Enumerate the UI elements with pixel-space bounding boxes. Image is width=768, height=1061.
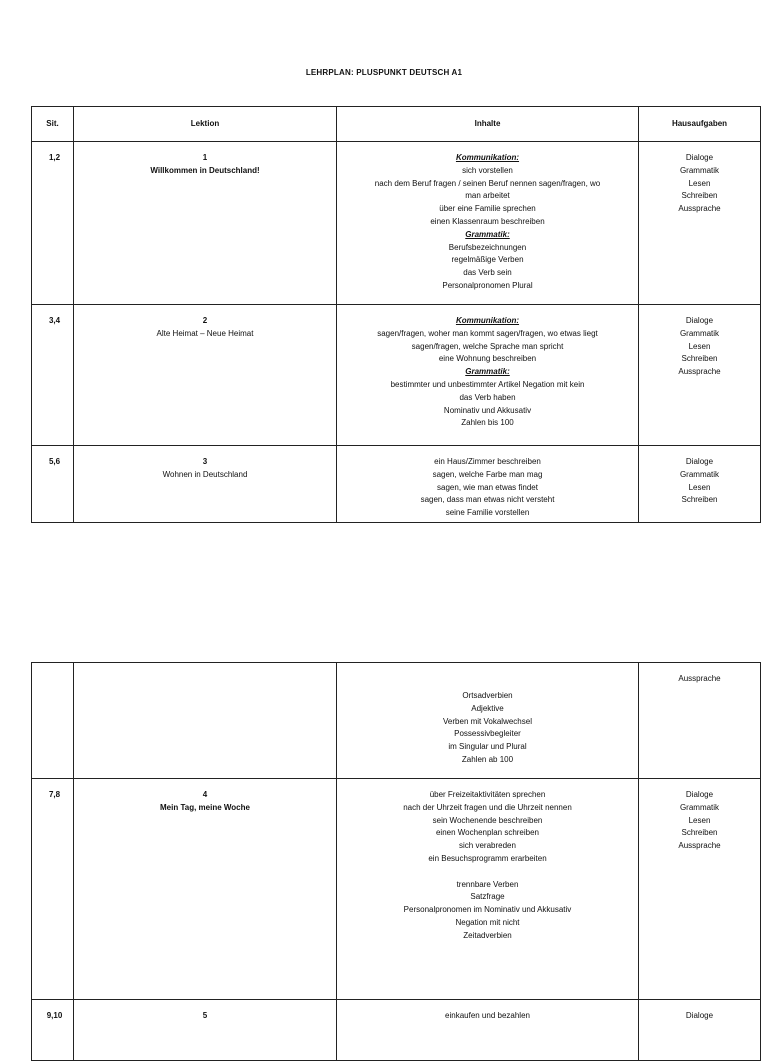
- list-item: sagen/fragen, woher man kommt sagen/fragen, wo etwas liegt: [377, 328, 598, 338]
- list-item: nach dem Beruf fragen / seinen Beruf nennen sagen/fragen, wo: [374, 178, 601, 188]
- inhalte-cell: [337, 142, 638, 293]
- sit-cell: 9,10: [46, 1011, 63, 1020]
- hausaufgaben-cell: [639, 142, 760, 216]
- hausaufgaben-cell: [639, 305, 760, 379]
- list-item: im Singular und Plural: [448, 742, 527, 752]
- list-item: einen Wochenplan schreiben: [435, 828, 540, 838]
- table-row: [32, 663, 761, 779]
- list-item: Aussprache: [678, 204, 721, 214]
- list-item: Personalpronomen Plural: [442, 280, 533, 290]
- list-item: trennbare Verben: [456, 879, 519, 889]
- sit-cell: 3,4: [48, 316, 61, 325]
- list-item: Zahlen ab 100: [461, 754, 514, 764]
- list-item: Dialoge: [685, 790, 714, 799]
- list-item: einkaufen und bezahlen: [445, 1011, 530, 1020]
- lektion-title: Wohnen in Deutschland: [162, 469, 248, 479]
- list-item: Grammatik: [679, 165, 720, 175]
- list-item: Possessivbegleiter: [454, 729, 521, 739]
- table-header-row: [32, 107, 761, 142]
- inhalte-cell: [337, 1000, 638, 1023]
- inhalte-cell: [337, 663, 638, 767]
- hausaufgaben-cell: [639, 1000, 760, 1023]
- list-item: Adjektive: [471, 703, 504, 713]
- curriculum-table-continued: [31, 662, 761, 1061]
- list-item: das Verb sein: [463, 268, 512, 278]
- list-item: Zeitadverbien: [463, 930, 512, 940]
- list-item: Schreiben: [681, 828, 718, 838]
- list-item: man arbeitet: [465, 191, 510, 201]
- hausaufgaben-cell: [639, 663, 760, 686]
- list-item: Grammatik: [679, 469, 720, 479]
- list-item: nach der Uhrzeit fragen und die Uhrzeit nennen: [403, 802, 572, 812]
- list-item: sich vorstellen: [462, 165, 513, 175]
- sit-cell: [32, 663, 73, 673]
- list-item: über Freizeitaktivitäten sprechen: [429, 790, 546, 799]
- inhalte-cell: [337, 305, 638, 430]
- list-item: Ortsadverbien: [462, 691, 513, 700]
- list-item: Lesen: [688, 178, 711, 188]
- grammatik-heading: Grammatik:: [465, 229, 510, 239]
- hausaufgaben-cell: [639, 446, 760, 507]
- list-item: Satzfrage: [470, 892, 505, 902]
- kommunikation-heading: Kommunikation:: [455, 153, 520, 162]
- list-item: bestimmter und unbestimmter Artikel Negation mit kein: [390, 379, 585, 389]
- inhalte-cell: [337, 446, 638, 520]
- list-item: Grammatik: [679, 802, 720, 812]
- list-item: Verben mit Vokalwechsel: [443, 716, 532, 726]
- lektion-number: 3: [202, 457, 208, 466]
- list-item: Dialoge: [685, 457, 714, 466]
- list-item: Schreiben: [681, 495, 718, 505]
- list-item: sagen, wie man etwas findet: [437, 482, 538, 492]
- grammatik-heading: Grammatik:: [465, 367, 510, 377]
- table-row: [32, 446, 761, 523]
- lektion-cell: [74, 663, 336, 673]
- list-item: Aussprache: [678, 674, 721, 683]
- inhalte-cell: [337, 779, 638, 943]
- list-item: Grammatik: [679, 328, 720, 338]
- list-item: Lesen: [688, 482, 711, 492]
- list-item: seine Familie vorstellen: [445, 508, 530, 518]
- lektion-title: Willkommen in Deutschland!: [150, 165, 260, 175]
- list-item: Nominativ und Akkusativ: [443, 405, 532, 415]
- lektion-number: 1: [202, 153, 208, 162]
- list-item: Dialoge: [685, 153, 714, 162]
- list-item: Dialoge: [685, 1011, 714, 1020]
- list-item: einen Klassenraum beschreiben: [430, 216, 545, 226]
- list-item: Dialoge: [685, 316, 714, 325]
- list-item: sagen/fragen, welche Sprache man spricht: [411, 341, 564, 351]
- list-item: das Verb haben: [459, 392, 516, 402]
- lektion-title: Mein Tag, meine Woche: [160, 802, 250, 812]
- lektion-number: 2: [202, 316, 208, 325]
- sit-cell: 1,2: [48, 153, 61, 162]
- page-title: LEHRPLAN: PLUSPUNKT DEUTSCH A1: [305, 68, 463, 77]
- list-item: Aussprache: [678, 841, 721, 851]
- list-item: eine Wohnung beschreiben: [438, 354, 537, 364]
- list-item: Schreiben: [681, 191, 718, 201]
- list-item: Lesen: [688, 815, 711, 825]
- hausaufgaben-cell: [639, 779, 760, 853]
- list-item: sagen, welche Farbe man mag: [432, 469, 543, 479]
- list-item: Schreiben: [681, 354, 718, 364]
- list-item: sein Wochenende beschreiben: [432, 815, 543, 825]
- list-item: Aussprache: [678, 367, 721, 377]
- header-inhalte: Inhalte: [337, 107, 639, 142]
- spacer: [337, 866, 638, 879]
- list-item: Lesen: [688, 341, 711, 351]
- kommunikation-heading: Kommunikation:: [455, 316, 520, 325]
- list-item: regelmäßige Verben: [451, 255, 524, 265]
- list-item: Zahlen bis 100: [461, 418, 514, 428]
- list-item: über eine Familie sprechen: [439, 204, 536, 214]
- header-sit: Sit.: [32, 107, 74, 142]
- list-item: ein Besuchsprogramm erarbeiten: [428, 853, 547, 863]
- list-item: sagen, dass man etwas nicht versteht: [420, 495, 555, 505]
- table-row: [32, 779, 761, 1000]
- list-item: ein Haus/Zimmer beschreiben: [434, 457, 541, 466]
- sit-cell: 7,8: [48, 790, 61, 799]
- table-row: [32, 142, 761, 305]
- curriculum-table: [31, 106, 761, 523]
- lektion-number: 4: [202, 790, 208, 799]
- list-item: Negation mit nicht: [455, 917, 520, 927]
- list-item: Berufsbezeichnungen: [448, 242, 527, 252]
- list-item: Personalpronomen im Nominativ und Akkusativ: [403, 905, 572, 915]
- lektion-number: 5: [202, 1011, 208, 1020]
- table-row: [32, 305, 761, 446]
- header-hausaufgaben: Hausaufgaben: [639, 107, 761, 142]
- table-row: [32, 1000, 761, 1061]
- lektion-title: Alte Heimat – Neue Heimat: [156, 328, 254, 338]
- header-lektion: Lektion: [74, 107, 337, 142]
- list-item: sich verabreden: [459, 841, 516, 851]
- sit-cell: 5,6: [48, 457, 61, 466]
